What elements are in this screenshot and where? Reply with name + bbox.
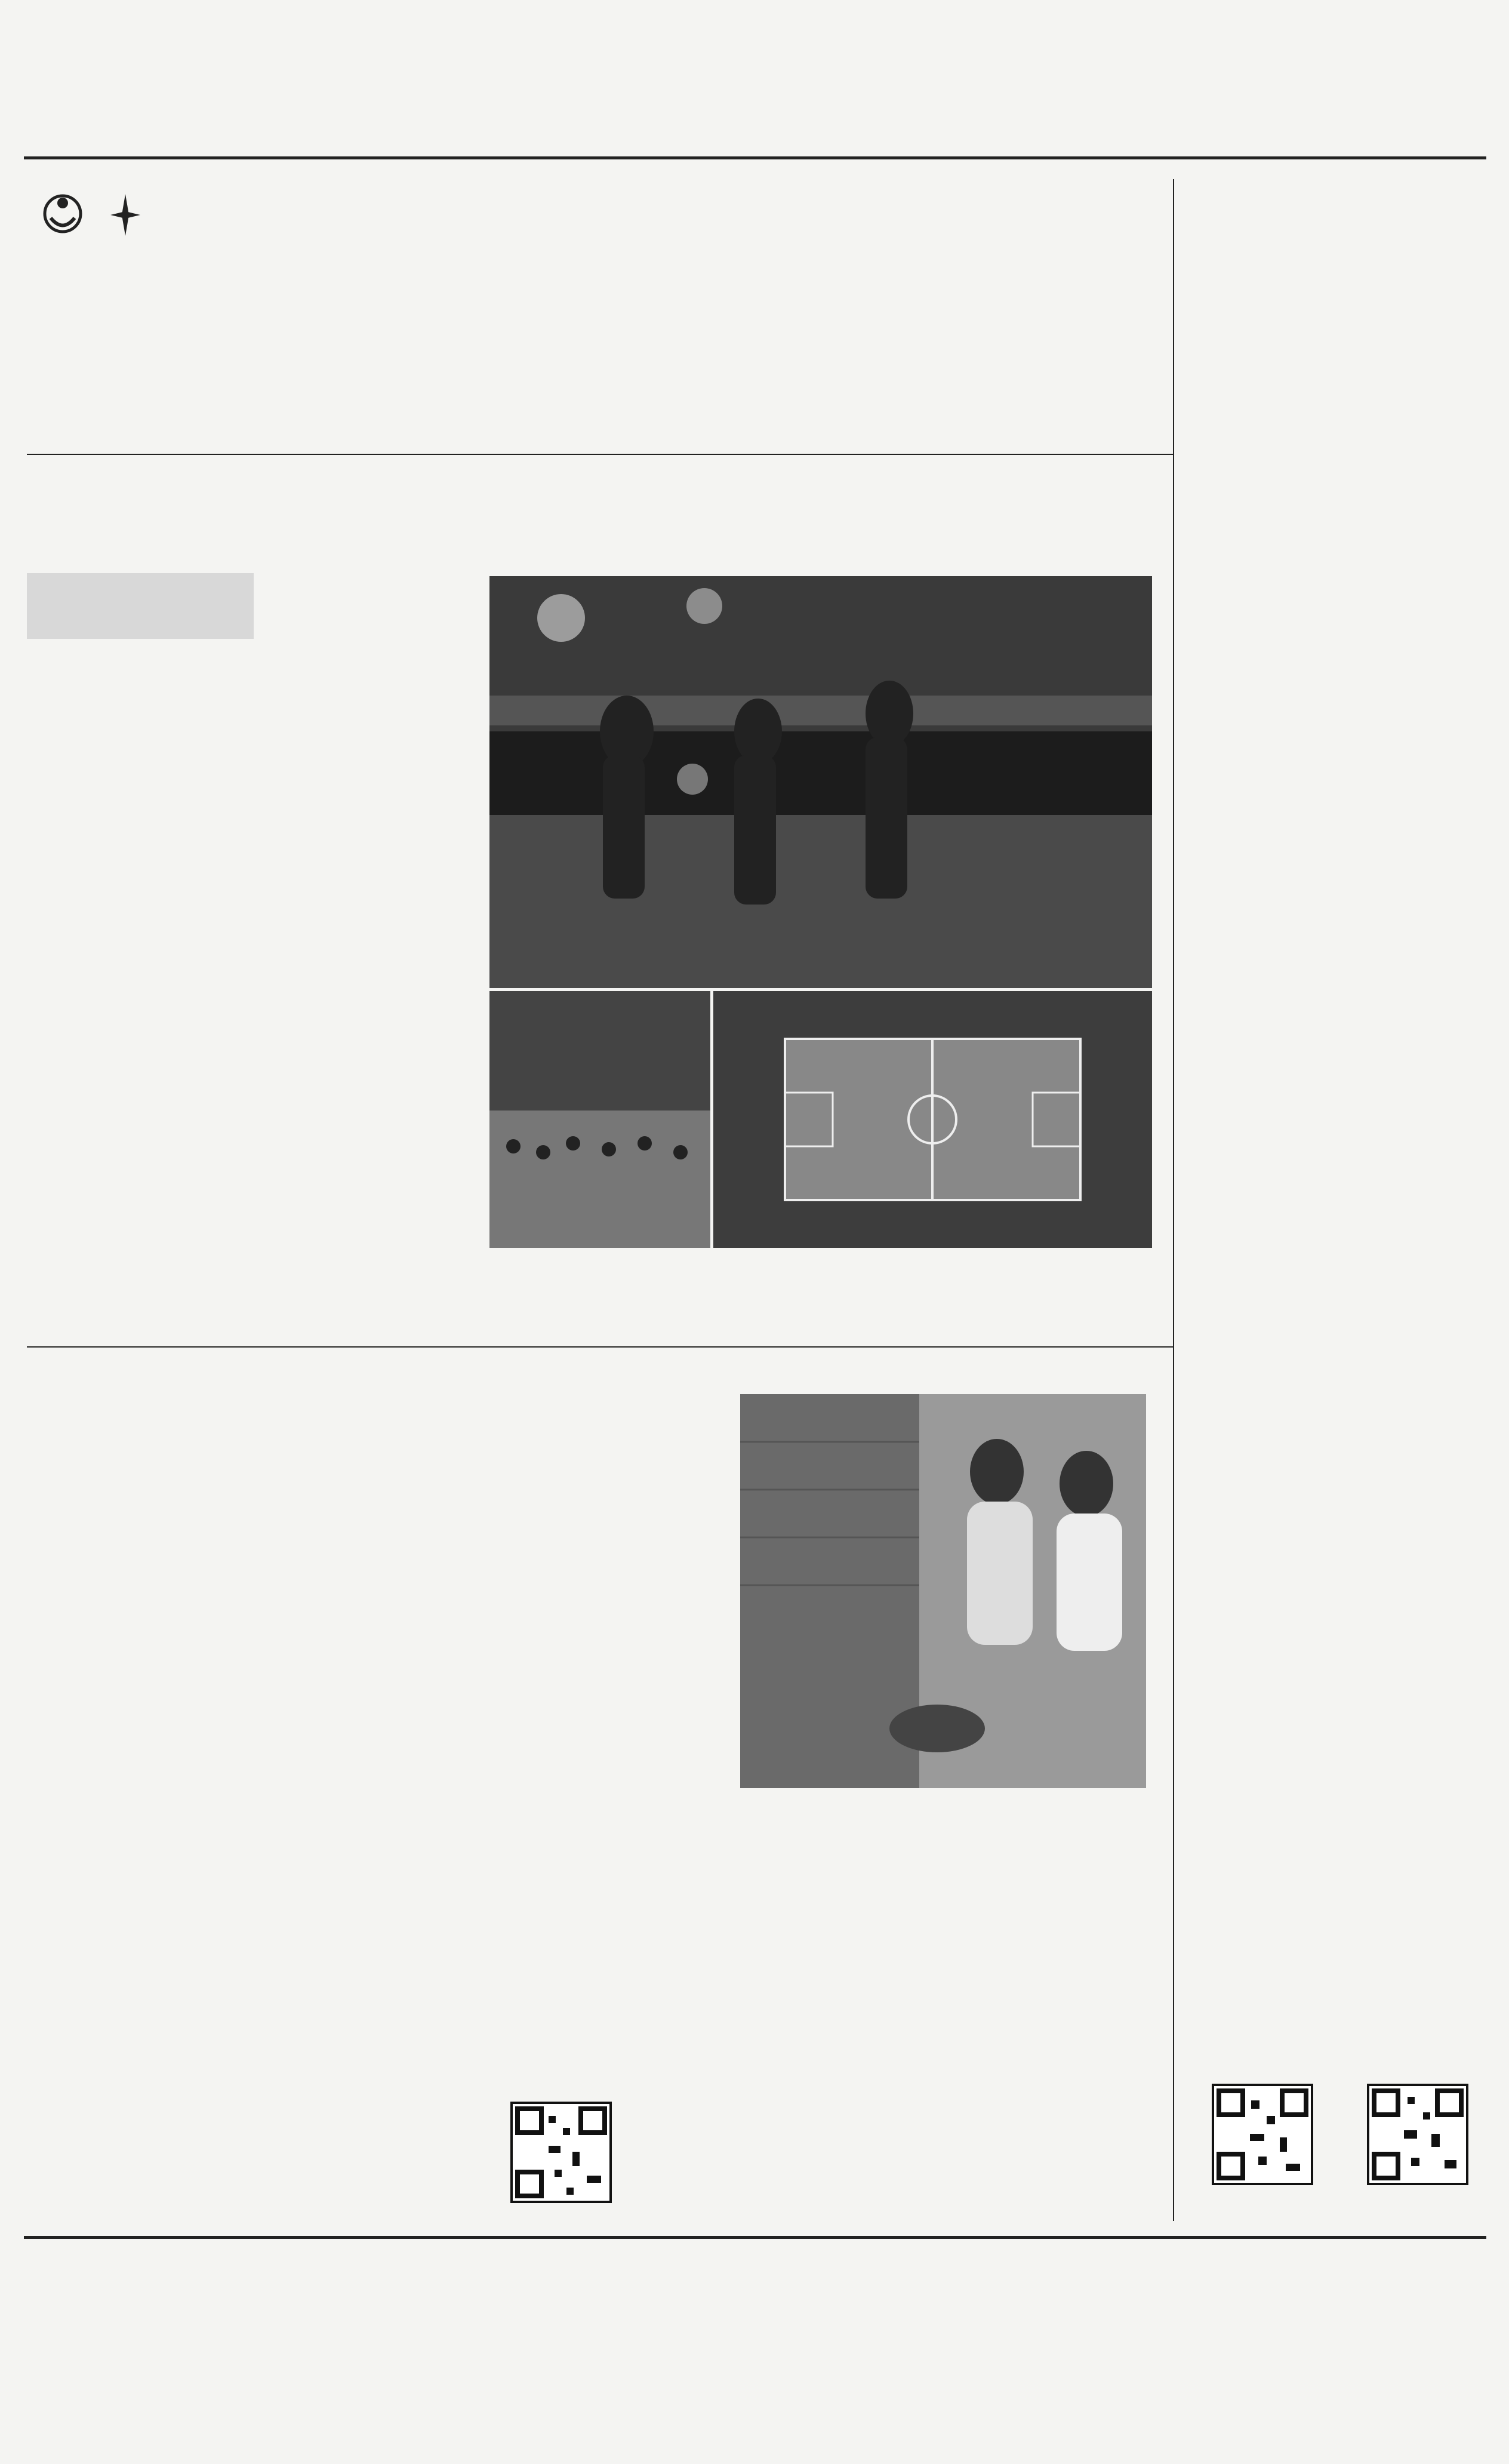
sidebar-column-b <box>1188 755 1486 2039</box>
notice-top-border <box>24 2236 1486 2248</box>
tip-text <box>740 1848 1146 2158</box>
masthead-rule <box>24 156 1486 159</box>
basketball-court-icon <box>713 991 1152 1248</box>
notice1-body-left <box>36 2346 507 2460</box>
qr-code-icon <box>1214 2086 1311 2183</box>
qr-code-icon <box>513 2104 609 2201</box>
aerial-court-photo <box>713 991 1152 1248</box>
cba-column-1 <box>27 648 248 1490</box>
basketball-game-photo <box>489 576 1152 988</box>
archery-column-2 <box>284 294 522 432</box>
archery-column-3 <box>534 294 773 432</box>
inspection-scene-icon <box>740 1394 1146 1788</box>
video-qr-code[interactable] <box>510 2102 612 2203</box>
mosquito-column-1 <box>27 1421 254 2221</box>
sidebar-divider <box>1173 179 1174 2221</box>
lottery-logo-icon <box>107 191 143 239</box>
cba-column-2 <box>257 579 478 1490</box>
sidebar-column-a <box>1188 242 1486 707</box>
mosquito-column-2 <box>266 1421 492 2221</box>
health-tip-box <box>740 1848 1146 2218</box>
crowd-icon <box>489 991 710 1248</box>
archery-column-1 <box>27 263 272 561</box>
notice1-body-right <box>1009 2346 1480 2460</box>
archery-column-4 <box>785 294 1024 432</box>
opening-ceremony-photo <box>489 991 710 1248</box>
notice1-body-mid <box>525 2346 991 2460</box>
wechat-qr-code[interactable] <box>1212 2084 1313 2185</box>
section-divider <box>27 1346 1173 1348</box>
foundation-emblem-icon <box>33 191 93 239</box>
youth-foundation-logo <box>33 191 93 251</box>
newspaper-logo <box>36 31 233 144</box>
mosquito-column-3 <box>504 1421 731 2048</box>
water-inspection-photo <box>740 1394 1146 1788</box>
cba-tag-badge <box>27 573 254 639</box>
section-divider <box>27 454 1173 455</box>
qr-code-icon <box>1369 2086 1466 2183</box>
basketball-players-icon <box>489 576 1152 988</box>
weibo-qr-code[interactable] <box>1367 2084 1468 2185</box>
